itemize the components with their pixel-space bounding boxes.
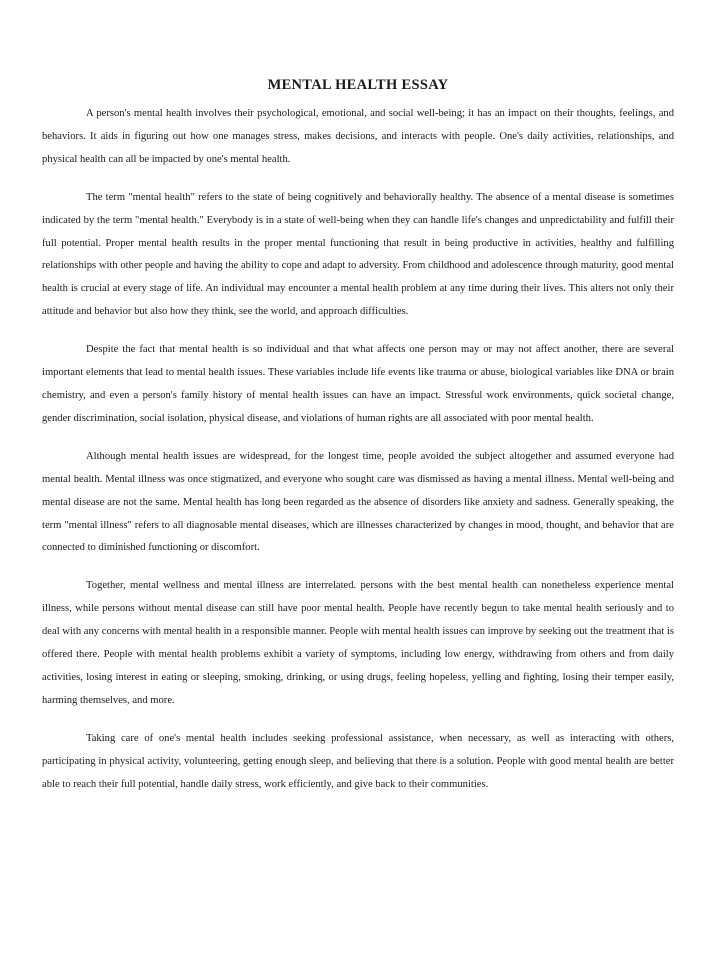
paragraph-definition: The term "mental health" refers to the state of being cognitively and behaviorally healthy. The absence of a mental disease is sometimes indicated by the term "mental health." Everybody is in a state of well-being when they can handle life's changes and unpredictability and fulfill their full potential. Proper mental health results in the proper mental functioning that result in being productive in activities, healthy and fulfilling relationships with other people and having the ability to cope and adapt to adversity. From childhood and adolescence through maturity, good mental health is crucial at every stage of life. An individual may encounter a mental health problem at any time during their lives. This alters not only their attitude and behavior but also how they think, see the world, and approach difficulties. [42,191,674,318]
paragraph-care: Taking care of one's mental health includes seeking professional assistance, when necessary, as well as interacting with others, participating in physical activity, volunteering, getting enough sleep, and believing that there is a solution. People with good mental health are better able to reach their full potential, handle daily stress, work efficiently, and give back to their communities. [42,732,674,790]
paragraph-stigma: Although mental health issues are widespread, for the longest time, people avoided the subject altogether and assumed everyone had mental health. Mental illness was once stigmatized, and everyone who sought care was dismissed as having a mental illness. Mental well-being and mental disease are not the same. Mental health has long been regarded as the absence of disorders like anxiety and sadness. Generally speaking, the term "mental illness" refers to all diagnosable mental diseases, which are illnesses characterized by changes in mood, thought, and behavior that are connected to diminished functioning or discomfort. [42,450,674,554]
paragraph-intro: A person's mental health involves their psychological, emotional, and social well-being; it has an impact on their thoughts, feelings, and behaviors. It aids in figuring out how one manages stress, makes decisions, and interacts with people. One's daily activities, relationships, and physical health can all be impacted by one's mental health. [42,108,674,165]
essay-title: MENTAL HEALTH ESSAY [267,77,449,93]
paragraph-interrelation: Together, mental wellness and mental illness are interrelated. persons with the best mental health can nonetheless experience mental illness, while persons without mental disease can still have poor mental health. People have recently begun to take mental health seriously and to deal with any concerns with mental health in a responsible manner. People with mental health issues can improve by seeking out the treatment that is offered there. People with mental health problems exhibit a variety of symptoms, including low energy, withdrawing from others and from daily activities, losing interest in eating or sleeping, smoking, drinking, or using drugs, feeling hopeless, yelling and fighting, losing their temper easily, harming themselves, and more. [42,580,674,706]
essay-body [42,76,674,811]
paragraph-causes: Despite the fact that mental health is so individual and that what affects one person may or may not affect another, there are several important elements that lead to mental health issues. These variables include life events like trauma or abuse, biological variables like DNA or brain chemistry, and even a person's family history of mental health issues can have an impact. Stressful work environments, quick societal change, gender discrimination, social isolation, physical disease, and violations of human rights are all associated with poor mental health. [42,344,674,424]
